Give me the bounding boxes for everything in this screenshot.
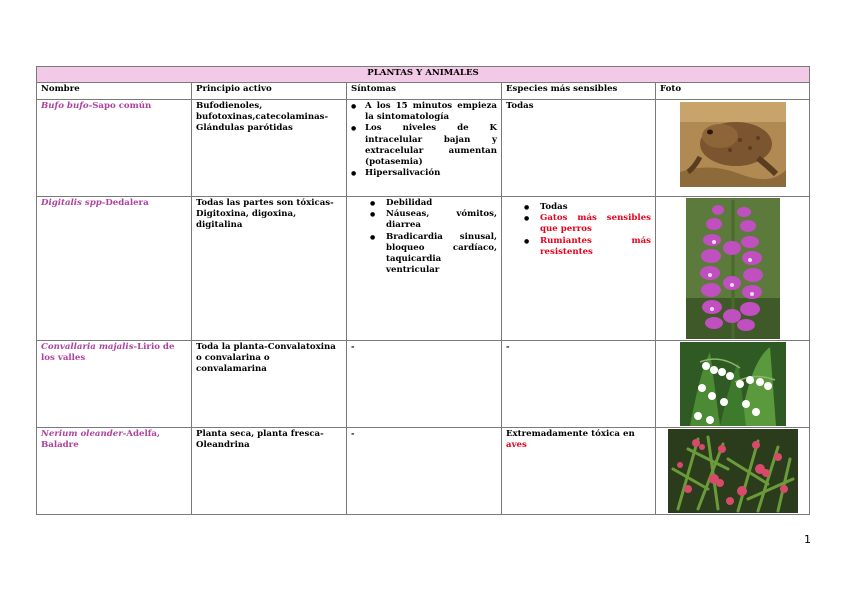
species-cell	[502, 197, 656, 341]
common-name: -Dedalera	[101, 198, 149, 208]
photo-cell	[656, 341, 810, 428]
common-name: -Sapo común	[88, 101, 152, 111]
principle-cell: Toda la planta-Convalatoxina o convalarina o convalamarina	[192, 341, 347, 428]
symptoms-cell	[347, 197, 502, 341]
name-cell	[37, 100, 192, 197]
page-number: 1	[804, 533, 811, 546]
principle-cell: Planta seca, planta fresca-Oleandrina	[192, 428, 347, 515]
common-name: -Adelfa, Baladre	[41, 429, 160, 451]
toad-photo	[680, 102, 786, 187]
photo-cell	[656, 428, 810, 515]
principle-cell: Bufodienoles, bufotoxinas,catecolaminas-Glándulas parótidas	[192, 100, 347, 197]
header-principio-activo: Principio activo	[192, 83, 347, 100]
lily-of-the-valley-photo	[680, 342, 786, 426]
table-row	[37, 428, 810, 515]
name-cell	[37, 197, 192, 341]
species-cell: Todas	[502, 100, 656, 197]
table-row	[37, 197, 810, 341]
toxic-plants-animals-table	[36, 66, 810, 515]
common-name: -Lirio de los valles	[41, 342, 175, 364]
table-title: PLANTAS Y ANIMALES	[37, 67, 810, 83]
scientific-name: Nerium oleander	[41, 429, 123, 439]
foxglove-photo	[684, 198, 782, 339]
name-cell	[37, 428, 192, 515]
symptom-item: ● Bradicardia sinusal, bloqueo cardíaco, taquicardia ventricular	[386, 232, 497, 277]
scientific-name: Bufo bufo	[41, 101, 89, 111]
symptoms-cell	[347, 100, 502, 197]
species-item: ● Todas	[540, 202, 651, 213]
symptom-item: ● Los niveles de K intracelular bajan y extracelular aumentan (potasemia)	[365, 123, 497, 168]
photo-cell	[656, 100, 810, 197]
species-text: Extremadamente tóxica en	[506, 429, 635, 439]
header-sintomas: Síntomas	[347, 83, 502, 100]
principle-cell: Todas las partes son tóxicas-Digitoxina, digoxina, digitalina	[192, 197, 347, 341]
table-row	[37, 341, 810, 428]
symptoms-cell: -	[347, 341, 502, 428]
species-item: ● Rumiantes más resistentes	[540, 236, 651, 258]
species-cell: -	[502, 341, 656, 428]
species-highlight: aves	[506, 440, 527, 451]
header-especies: Especies más sensibles	[502, 83, 656, 100]
symptom-item: ● Debilidad	[386, 198, 497, 209]
species-cell	[502, 428, 656, 515]
name-cell	[37, 341, 192, 428]
table-row	[37, 100, 810, 197]
symptom-item: ● A los 15 minutos empieza la sintomatología	[365, 101, 497, 123]
header-foto: Foto	[656, 83, 810, 100]
species-item: ● Gatos más sensibles que perros	[540, 213, 651, 235]
header-nombre: Nombre	[37, 83, 192, 100]
oleander-photo	[668, 429, 798, 513]
scientific-name: Convallaria majalis	[41, 342, 134, 352]
symptom-item: ● Hipersalivación	[365, 168, 497, 179]
symptom-item: ● Náuseas, vómitos, diarrea	[386, 209, 497, 231]
scientific-name: Digitalis spp	[41, 198, 102, 208]
photo-cell	[656, 197, 810, 341]
symptoms-cell: -	[347, 428, 502, 515]
